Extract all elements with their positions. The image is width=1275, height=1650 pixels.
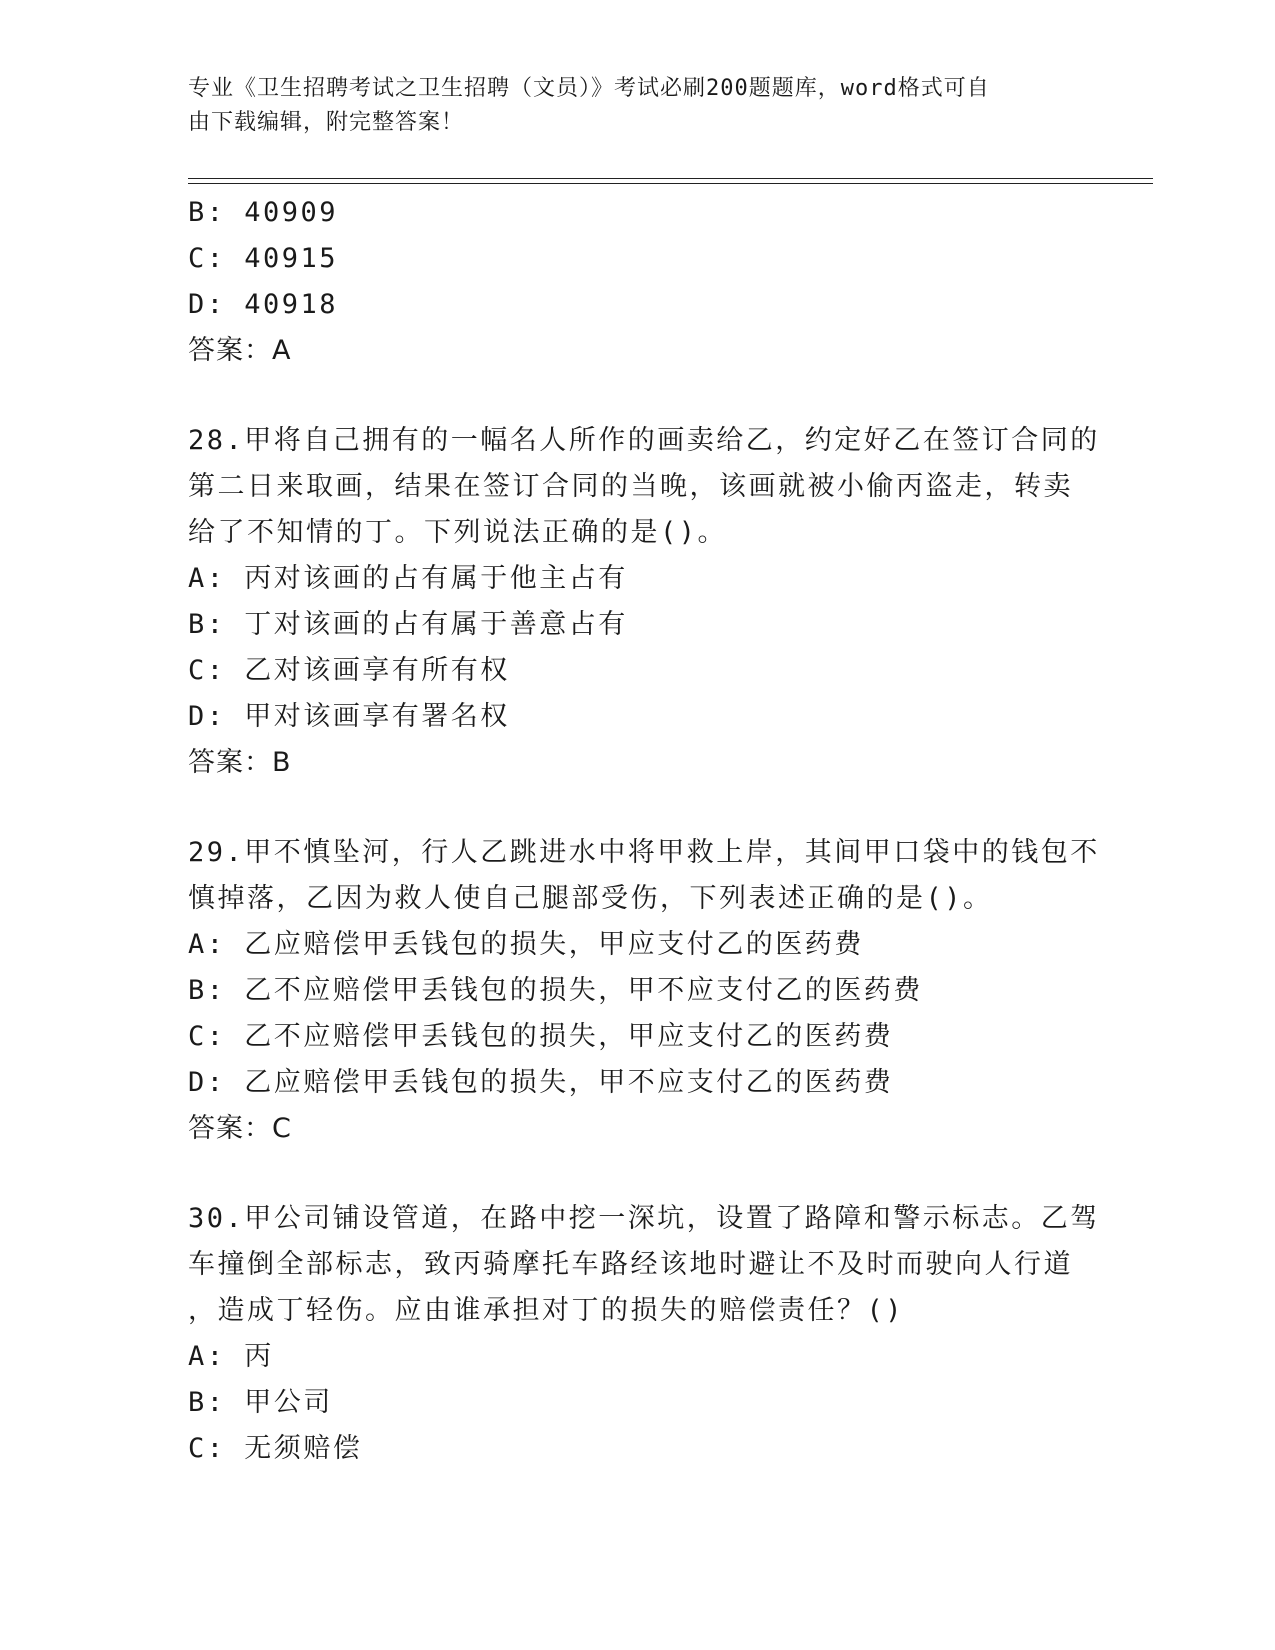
option-b: B: 40909: [188, 197, 339, 228]
question-text-line: 第二日来取画，结果在签订合同的当晚，该画就被小偷丙盗走，转卖: [188, 471, 1073, 502]
question-text-line: 给了不知情的丁。下列说法正确的是()。: [188, 517, 728, 548]
option-a: A: 丙对该画的占有属于他主占有: [188, 563, 628, 594]
option-b: B: 乙不应赔偿甲丢钱包的损失，甲不应支付乙的医药费: [188, 975, 923, 1006]
option-b: B: 甲公司: [188, 1387, 333, 1418]
header-line-2: 由下载编辑，附完整答案！: [188, 110, 465, 135]
option-c: C: 乙对该画享有所有权: [188, 655, 510, 686]
question-text-line: 30.甲公司铺设管道，在路中挖一深坑，设置了路障和警示标志。乙驾: [188, 1203, 1100, 1234]
question-text-line: 28.甲将自己拥有的一幅名人所作的画卖给乙，约定好乙在签订合同的: [188, 425, 1100, 456]
answer-label: 答案：B: [188, 747, 292, 778]
spacer: [188, 1152, 1088, 1196]
option-d: D: 乙应赔偿甲丢钱包的损失，甲不应支付乙的医药费: [188, 1067, 894, 1098]
question-text-line: 车撞倒全部标志，致丙骑摩托车路经该地时避让不及时而驶向人行道: [188, 1249, 1073, 1280]
answer-label: 答案：C: [188, 1113, 292, 1144]
option-b: B: 丁对该画的占有属于善意占有: [188, 609, 628, 640]
question-text-line: 29.甲不慎坠河，行人乙跳进水中将甲救上岸，其间甲口袋中的钱包不: [188, 837, 1100, 868]
header-divider-top: [188, 178, 1153, 179]
option-a: A: 丙: [188, 1341, 274, 1372]
option-c: C: 无须赔偿: [188, 1433, 363, 1464]
question-text-line: ，造成丁轻伤。应由谁承担对丁的损失的赔偿责任？(): [188, 1295, 905, 1326]
question-content: [188, 190, 1100, 1472]
question-28: [188, 418, 1100, 786]
option-d: D: 甲对该画享有署名权: [188, 701, 510, 732]
question-29: [188, 830, 1100, 1152]
header-line-1: 专业《卫生招聘考试之卫生招聘（文员）》考试必刷200题题库，word格式可自: [188, 76, 990, 101]
spacer: [188, 786, 1088, 830]
option-c: C: 40915: [188, 243, 339, 274]
option-a: A: 乙应赔偿甲丢钱包的损失，甲应支付乙的医药费: [188, 929, 864, 960]
question-27-tail: [188, 190, 1088, 374]
option-d: D: 40918: [188, 289, 339, 320]
option-c: C: 乙不应赔偿甲丢钱包的损失，甲应支付乙的医药费: [188, 1021, 894, 1052]
spacer: [188, 374, 1088, 418]
question-30: [188, 1196, 1100, 1472]
document-header: [188, 72, 1088, 140]
header-divider-bottom: [188, 183, 1153, 184]
answer-label: 答案：A: [188, 335, 292, 366]
question-text-line: 慎掉落，乙因为救人使自己腿部受伤，下列表述正确的是()。: [188, 883, 993, 914]
